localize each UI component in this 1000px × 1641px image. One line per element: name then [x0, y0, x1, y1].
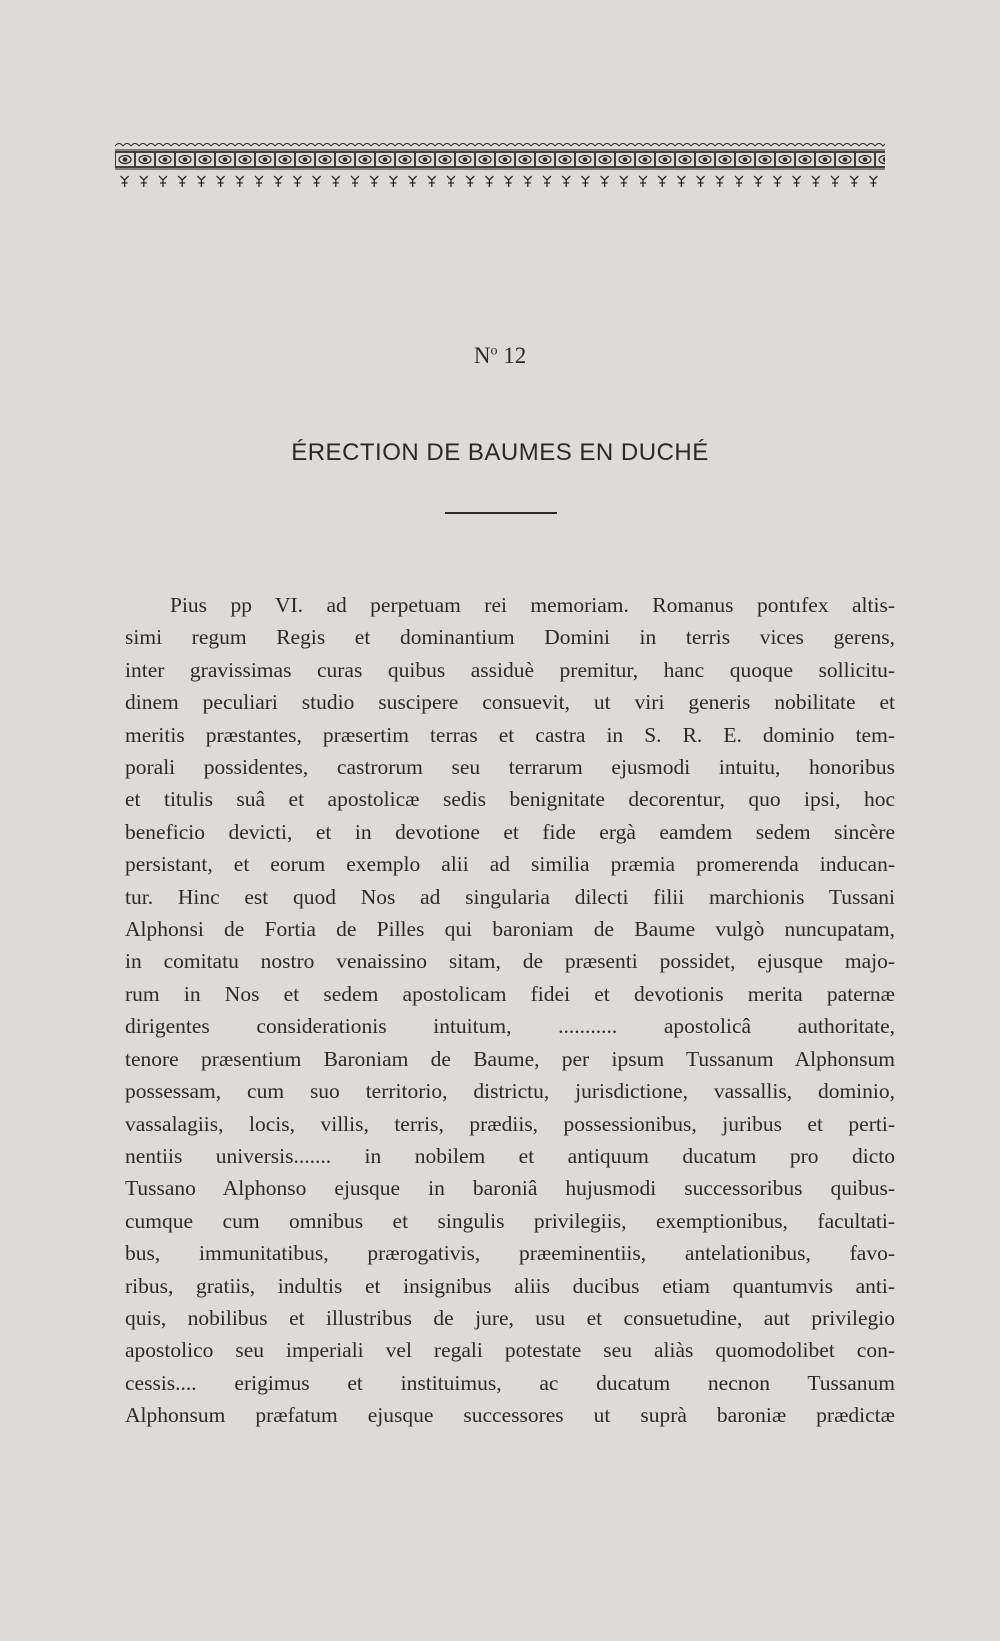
text-line: et titulis suâ et apostolicæ sedis benignitate decorentur, quo ipsi, hoc — [125, 787, 895, 812]
document-number — [0, 343, 1000, 369]
text-line: nentiis universis....... in nobilem et antiquum ducatum pro dicto — [125, 1143, 895, 1168]
number-value: 12 — [497, 343, 527, 368]
text-line: apostolico seu imperiali vel regali potestate seu aliàs quomodolibet con- — [125, 1338, 895, 1363]
text-line: tur. Hinc est quod Nos ad singularia dilecti filii marchionis Tussani — [125, 884, 895, 909]
text-line: bus, immunitatibus, prærogativis, præeminentiis, antelationibus, favo- — [125, 1241, 895, 1266]
text-line: dinem peculiari studio suscipere consuevit, ut viri generis nobilitate et — [125, 690, 895, 715]
text-line: persistant, et eorum exemplo alii ad similia præmia promerenda inducan- — [125, 852, 895, 877]
decorative-header-border — [115, 140, 885, 198]
text-line: meritis præstantes, præsertim terras et castra in S. R. E. dominio tem- — [125, 722, 895, 747]
text-line: Tussano Alphonso ejusque in baroniâ hujusmodi successoribus quibus- — [125, 1176, 895, 1201]
bleed-through-background — [150, 210, 890, 244]
text-line: in comitatu nostro venaissino sitam, de præsenti possidet, ejusque majo- — [125, 949, 895, 974]
text-line: vassalagiis, locis, villis, terris, prædiis, possessionibus, juribus et perti- — [125, 1111, 895, 1136]
body-text — [125, 589, 895, 1432]
text-line: simi regum Regis et dominantium Domini in terris vices gerens, — [125, 625, 895, 650]
number-label: N — [473, 343, 491, 368]
text-line: possessam, cum suo territorio, districtu, jurisdictione, vassallis, dominio, — [125, 1079, 895, 1104]
text-line: tenore præsentium Baroniam de Baume, per ipsum Tussanum Alphonsum — [125, 1046, 895, 1071]
number-superscript: o — [490, 343, 498, 359]
text-line: dirigentes considerationis intuitum, ........... apostolicâ authoritate, — [125, 1014, 895, 1039]
text-line: cumque cum omnibus et singulis privilegiis, exemptionibus, facultati- — [125, 1208, 895, 1233]
text-line: rum in Nos et sedem apostolicam fidei et devotionis merita paternæ — [125, 981, 895, 1006]
text-line: beneficio devicti, et in devotione et fide ergà eamdem sedem sincère — [125, 819, 895, 844]
text-line: Pius pp VI. ad perpetuam rei memoriam. Romanus pontıfex altis- — [170, 593, 895, 617]
text-line: inter gravissimas curas quibus assiduè premitur, hanc quoque sollicitu- — [125, 657, 895, 682]
document-title: ÉRECTION DE BAUMES EN DUCHÉ — [291, 439, 709, 466]
text-line: Alphonsi de Fortia de Pilles qui baroniam de Baume vulgò nuncupatam, — [125, 917, 895, 942]
text-line: cessis.... erigimus et instituimus, ac ducatum necnon Tussanum — [125, 1370, 895, 1395]
text-line: porali possidentes, castrorum seu terrarum ejusmodi intuitu, honoribus — [125, 755, 895, 780]
text-line: ribus, gratiis, indultis et insignibus aliis ducibus etiam quantumvis anti- — [125, 1273, 895, 1298]
title-rule — [445, 512, 557, 514]
text-line: Alphonsum præfatum ejusque successores ut suprà baroniæ prædictæ — [125, 1403, 895, 1428]
text-line: quis, nobilibus et illustribus de jure, usu et consuetudine, aut privilegio — [125, 1305, 895, 1330]
